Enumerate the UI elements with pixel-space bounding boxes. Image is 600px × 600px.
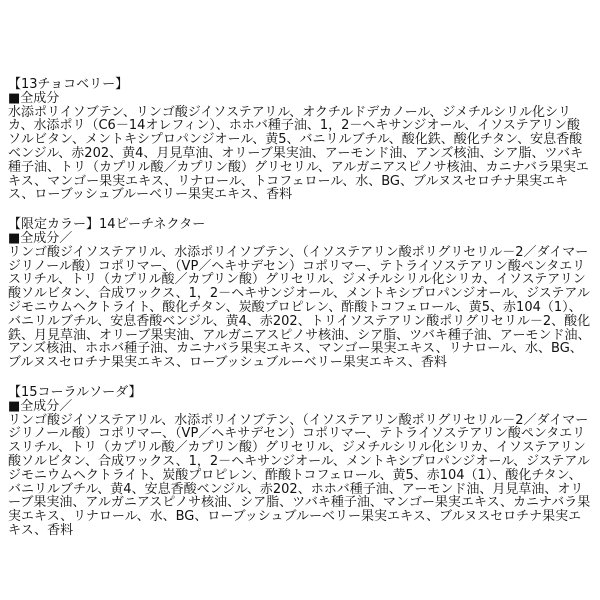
ingredients-label: ■全成分／ [8,398,73,414]
section-title: 【15コーラルソーダ】 [8,384,142,400]
section-title: 【13チョコベリー】 [8,77,129,92]
section-14-peach-nectar [8,218,592,370]
section-15-coral-soda [8,386,592,538]
ingredients-text: リンゴ酸ジイソステアリル、水添ポリイソブテン、（イソステアリン酸ポリグリセリル－2／ダイマージリノール酸）コポリマー、（VP／ヘキサデセン）コポリマー、テトライソステアリン酸ペンタエリスリチル、トリ（カプリル酸／カプリン酸）グリセリル、ジメチルシリル化シリカ、イソステアリン酸ソルビタン、合成ワックス、1，2－ヘキサンジオール、メントキシプロパンジオール、ジステアルジモニウムヘクトライト、酸化チタン、炭酸プロピレン、酢酸トコフェロール、黄5、赤104（1）、バニリルブチル、安息香酸ベンジル、黄4、赤202、トリイソステアリン酸ポリグリセリル－2、酸化鉄、月見草油、オリーブ果実油、アルガニアスピノサ核油、シア脂、ツバキ種子油、アーモンド油、アンズ核油、ホホバ種子油、カニナバラ果実エキス、マンゴー果実エキス、リナロール、水、BG、ブルヌスセロチナ果実エキス、ローブッシュブルーベリー果実エキス、香料 [8,244,591,371]
ingredients-text: リンゴ酸ジイソステアリル、水添ポリイソブテン、（イソステアリン酸ポリグリセリル－2／ダイマージリノール酸）コポリマー、（VP／ヘキサデセン）コポリマー、テトライソステアリン酸ペンタエリスリチル、トリ（カプリル酸／カプリン酸）グリセリル、ジメチルシリル化シリカ、イソステアリン酸ソルビタン、合成ワックス、1，2－ヘキサンジオール、メントキシプロパンジオール、ジステアルジモニウムヘクトライト、炭酸プロピレン、酢酸トコフェロール、黄5、赤104（1）、酸化チタン、バニリルブチル、黄4、安息香酸ベンジル、赤202、ホホバ種子油、アーモンド油、月見草油、オリーブ果実油、アルガニアスピノサ核油、シア脂、ツバキ種子油、マンゴー果実エキス、カニナバラ果実エキス、リナロール、水、BG、ローブッシュブルーベリー果実エキス、ブルヌスセロチナ果実エキス、香料 [8,412,591,538]
ingredients-label: ■全成分／ [8,230,73,246]
ingredients-text: 水添ポリイソブテン、リンゴ酸ジイソステアリル、オクチルドデカノール、ジメチルシリル化シリカ、水添ポリ（C6－14オレフィン）、ホホバ種子油、1，2－ヘキサンジオール、イソステアリン酸ソルビタン、メントキシプロパンジオール、黄5、バニリルブチル、酸化鉄、酸化チタン、安息香酸ベンジル、赤202、黄4、月見草油、オリーブ果実油、アーモンド油、アンズ核油、シア脂、ツバキ種子油、トリ（カプリル酸／カプリン酸）グリセリル、アルガニアスピノサ核油、カニナバラ果実エキス、マンゴー果実エキス、リナロール、トコフェロール、水、BG、ブルヌスセロチナ果実エキス、ローブッシュブルーベリー果実エキス、香料 [8,104,589,203]
ingredients-label: ■全成分 [8,90,60,106]
section-13-choco-berry [8,78,592,202]
section-title: 【限定カラー】14ピーチネクター [8,217,206,233]
